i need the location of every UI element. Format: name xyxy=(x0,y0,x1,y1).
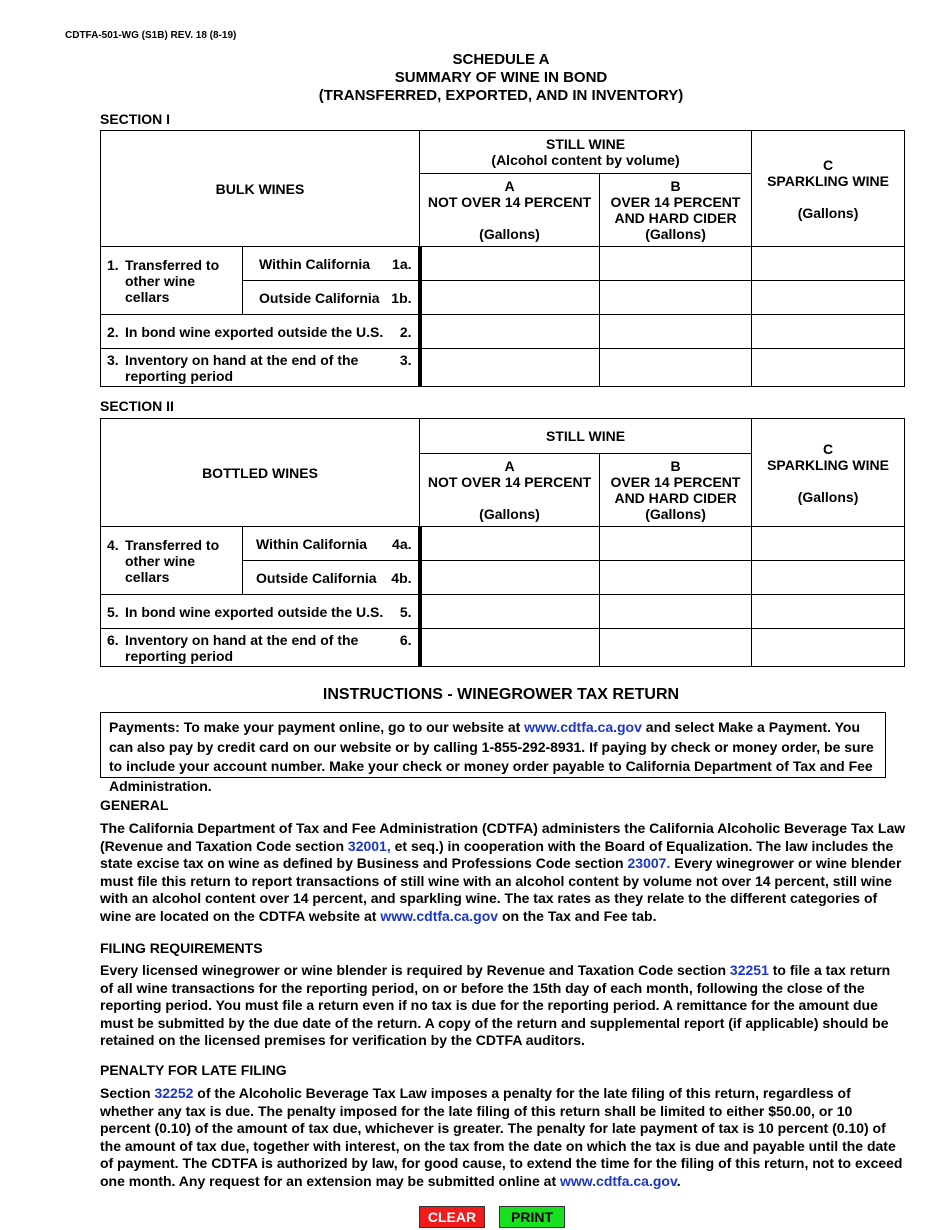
input-4a-col-b[interactable] xyxy=(600,527,752,561)
general-text-1: The California Department of Tax and Fee Administration (CDTFA) administers the California Alcoholic Beverage Tax Law (Revenue and Taxation Code section xyxy=(100,820,906,854)
input-4b-col-a[interactable] xyxy=(420,561,600,595)
filing-text-1: Every licensed winegrower or wine blender is required by Revenue and Taxation Code section xyxy=(100,962,730,978)
input-5-col-c[interactable] xyxy=(752,595,905,629)
input-1b-col-b[interactable] xyxy=(600,281,752,315)
still-wine-subtitle: (Alcohol content by volume) xyxy=(491,152,680,168)
section-32252-link[interactable]: 32252 xyxy=(154,1085,194,1101)
input-6-col-c[interactable] xyxy=(752,629,905,667)
row-5-number: 5. xyxy=(107,603,119,620)
general-text-3: Every winegrower or wine blender must file this return to report transactions of still wine with an alcohol content by volume not over 14 percent, still wine with an alcohol content over 14 percent, and sparkling wine. The tax rates as they relate to the different categories of wine are located on the CDTFA website at xyxy=(100,855,902,924)
payments-text-1: Payments: To make your payment online, go to our website at xyxy=(109,719,525,735)
input-3-col-b[interactable] xyxy=(600,349,752,387)
row-5-text: In bond wine exported outside the U.S. xyxy=(125,603,384,620)
row-1a-label xyxy=(243,247,420,281)
input-5-col-a[interactable] xyxy=(420,595,600,629)
column-a-unit: (Gallons) xyxy=(479,226,540,242)
row-1-label xyxy=(101,247,243,315)
input-4a-col-c[interactable] xyxy=(752,527,905,561)
row-6-text-1: Inventory on hand at the end of the xyxy=(125,631,359,648)
title-line-2: SUMMARY OF WINE IN BOND xyxy=(394,69,608,86)
form-id: CDTFA-501-WG (S1B) REV. 18 (8-19) xyxy=(65,30,237,41)
input-4b-col-b[interactable] xyxy=(600,561,752,595)
section-1-label: SECTION I xyxy=(100,111,171,127)
row-4a-sub-label: Within California xyxy=(256,535,368,552)
input-1a-col-b[interactable] xyxy=(600,247,752,281)
column-b-letter-2: B xyxy=(670,458,681,474)
row-5-label xyxy=(101,595,420,629)
column-c-unit-2: (Gallons) xyxy=(797,488,859,505)
input-6-col-a[interactable] xyxy=(420,629,600,667)
row-2-number: 2. xyxy=(107,323,119,340)
penalty-text-1: Section xyxy=(100,1085,155,1101)
input-1b-col-a[interactable] xyxy=(420,281,600,315)
row-4b-sub-label: Outside California xyxy=(256,569,377,586)
column-c-header-2 xyxy=(752,419,905,527)
filing-paragraph xyxy=(100,962,906,1050)
column-a-header xyxy=(420,174,600,247)
input-2-col-b[interactable] xyxy=(600,315,752,349)
input-6-col-b[interactable] xyxy=(600,629,752,667)
column-a-letter: A xyxy=(504,178,515,194)
row-4a-code: 4a. xyxy=(392,535,412,552)
payments-box xyxy=(100,712,886,794)
row-6-text-2: reporting period xyxy=(125,647,234,664)
title-line-3: (TRANSFERRED, EXPORTED, AND IN INVENTORY) xyxy=(318,87,684,104)
section-2-table xyxy=(100,418,905,667)
row-4b-code: 4b. xyxy=(391,569,412,586)
row-6-label xyxy=(101,629,420,667)
general-text-2: et seq.) in cooperation with the Board of Equalization. The law includes the state excise tax on wine as defined by Business and Professions Code section xyxy=(100,837,894,871)
row-3-text-1: Inventory on hand at the end of the xyxy=(125,351,359,368)
row-2-text: In bond wine exported outside the U.S. xyxy=(125,323,384,340)
row-1-label-line-1: Transferred to xyxy=(125,256,220,273)
general-paragraph xyxy=(100,820,906,925)
row-1a-code: 1a. xyxy=(392,255,412,272)
column-a-header-2 xyxy=(420,454,600,527)
column-b-header-2 xyxy=(600,454,752,527)
row-3-text-2: reporting period xyxy=(125,367,234,384)
row-1b-code: 1b. xyxy=(391,289,412,306)
payments-website-link[interactable]: www.cdtfa.ca.gov xyxy=(524,719,642,735)
row-5-code: 5. xyxy=(399,603,412,620)
column-b-unit-2: (Gallons) xyxy=(645,506,706,522)
row-2-code: 2. xyxy=(399,323,412,340)
bottled-wines-header: BOTTLED WINES xyxy=(101,419,420,527)
section-2-label: SECTION II xyxy=(100,398,174,414)
section-1-table xyxy=(100,130,905,387)
column-a-unit-2: (Gallons) xyxy=(479,506,540,522)
row-4-label-line-2: other wine cellars xyxy=(125,552,196,585)
still-wine-title: STILL WINE xyxy=(545,136,626,152)
column-c-name-2: SPARKLING WINE xyxy=(767,456,889,473)
row-1b-sub-label: Outside California xyxy=(259,289,380,306)
instructions-title: INSTRUCTIONS - WINEGROWER TAX RETURN xyxy=(322,686,680,703)
row-1-label-line-2: other wine cellars xyxy=(125,272,196,305)
row-4-label xyxy=(101,527,243,595)
page-title xyxy=(0,51,950,105)
row-3-code: 3. xyxy=(399,351,412,368)
print-button[interactable]: PRINT xyxy=(499,1206,565,1228)
row-4a-label xyxy=(243,527,420,561)
column-c-letter: C xyxy=(822,156,834,173)
row-1-number: 1. xyxy=(107,256,119,273)
penalty-text-3: . xyxy=(676,1172,681,1189)
column-a-letter-2: A xyxy=(504,458,515,474)
penalty-heading: PENALTY FOR LATE FILING xyxy=(100,1062,287,1078)
input-3-col-a[interactable] xyxy=(420,349,600,387)
row-3-label xyxy=(101,349,420,387)
column-b-letter: B xyxy=(670,178,681,194)
input-5-col-b[interactable] xyxy=(600,595,752,629)
payments-text-2: and select Make a Payment. You can also pay by credit card on our website or by calling 1-855-292-8931. If paying by check or money order, be sure to include your account number. Make your check or money order payable to California Department of Tax and Fee Administration. xyxy=(109,719,874,794)
still-wine-header-2: STILL WINE xyxy=(420,419,752,454)
clear-button[interactable]: CLEAR xyxy=(419,1206,485,1228)
section-32251-link[interactable]: 32251 xyxy=(729,962,769,978)
row-4-number: 4. xyxy=(107,536,119,553)
input-4b-col-c[interactable] xyxy=(752,561,905,595)
column-c-letter-2: C xyxy=(822,440,834,457)
row-1a-sub-label: Within California xyxy=(259,255,371,272)
column-a-name-2: NOT OVER 14 PERCENT xyxy=(427,474,592,490)
row-1b-label xyxy=(243,281,420,315)
column-b-name-1: OVER 14 PERCENT xyxy=(610,194,741,210)
general-website-link[interactable]: www.cdtfa.ca.gov xyxy=(380,907,499,924)
input-1a-col-c[interactable] xyxy=(752,247,905,281)
title-line-1: SCHEDULE A xyxy=(452,51,550,68)
general-heading: GENERAL xyxy=(100,797,169,813)
input-3-col-c[interactable] xyxy=(752,349,905,387)
penalty-website-link[interactable]: www.cdtfa.ca.gov xyxy=(560,1172,677,1189)
input-1a-col-a[interactable] xyxy=(420,247,600,281)
input-2-col-a[interactable] xyxy=(420,315,600,349)
column-c-name: SPARKLING WINE xyxy=(767,172,889,189)
section-23007-link[interactable]: 23007. xyxy=(627,855,671,871)
general-text-4: on the Tax and Fee tab. xyxy=(498,907,657,924)
input-2-col-c[interactable] xyxy=(752,315,905,349)
section-32001-link[interactable]: 32001, xyxy=(347,837,391,854)
row-6-code: 6. xyxy=(399,631,412,648)
input-1b-col-c[interactable] xyxy=(752,281,905,315)
column-b-name-2: AND HARD CIDER xyxy=(614,210,737,226)
penalty-paragraph xyxy=(100,1085,906,1190)
column-b-name-1-2: OVER 14 PERCENT xyxy=(610,474,741,490)
filing-text-2: to file a tax return of all wine transactions for the reporting period, on or before the 15th day of each month, following the close of the reporting period. You must file a return even if no tax is due for the reporting period. A remittance for the amount due must be submitted by the due date of the return. A copy of the return and supplemental report (if applicable) should be retained on the licensed premises for verification by the CDTFA auditors. xyxy=(100,962,891,1048)
column-b-unit: (Gallons) xyxy=(645,226,706,242)
filing-heading: FILING REQUIREMENTS xyxy=(100,940,263,956)
row-4-label-line-1: Transferred to xyxy=(125,536,220,553)
penalty-text-2: of the Alcoholic Beverage Tax Law imposes a penalty for the late filing of this return, regardless of whether any tax is due. The penalty imposed for the late filing of this return shall be limited to either $50.00, or 10 percent (0.10) of the amount of tax due, whichever is greater. The penalty for late payment of tax is 10 percent (0.10) of the amount of tax due, together with interest, on the tax from the date on which the tax is due and payable until the date of payment. The CDTFA is authorized by law, for good cause, to extend the time for the filing of this return, not to exceed one month. Any request for an extension may be submitted online at xyxy=(100,1085,903,1189)
row-6-number: 6. xyxy=(107,631,119,648)
column-c-unit: (Gallons) xyxy=(797,204,859,221)
input-4a-col-a[interactable] xyxy=(420,527,600,561)
bulk-wines-header: BULK WINES xyxy=(101,131,420,247)
row-4b-label xyxy=(243,561,420,595)
row-3-number: 3. xyxy=(107,351,119,368)
column-c-header xyxy=(752,131,905,247)
row-2-label xyxy=(101,315,420,349)
column-b-name-2-2: AND HARD CIDER xyxy=(614,490,737,506)
column-b-header xyxy=(600,174,752,247)
column-a-name: NOT OVER 14 PERCENT xyxy=(427,194,592,210)
still-wine-header xyxy=(420,131,752,174)
